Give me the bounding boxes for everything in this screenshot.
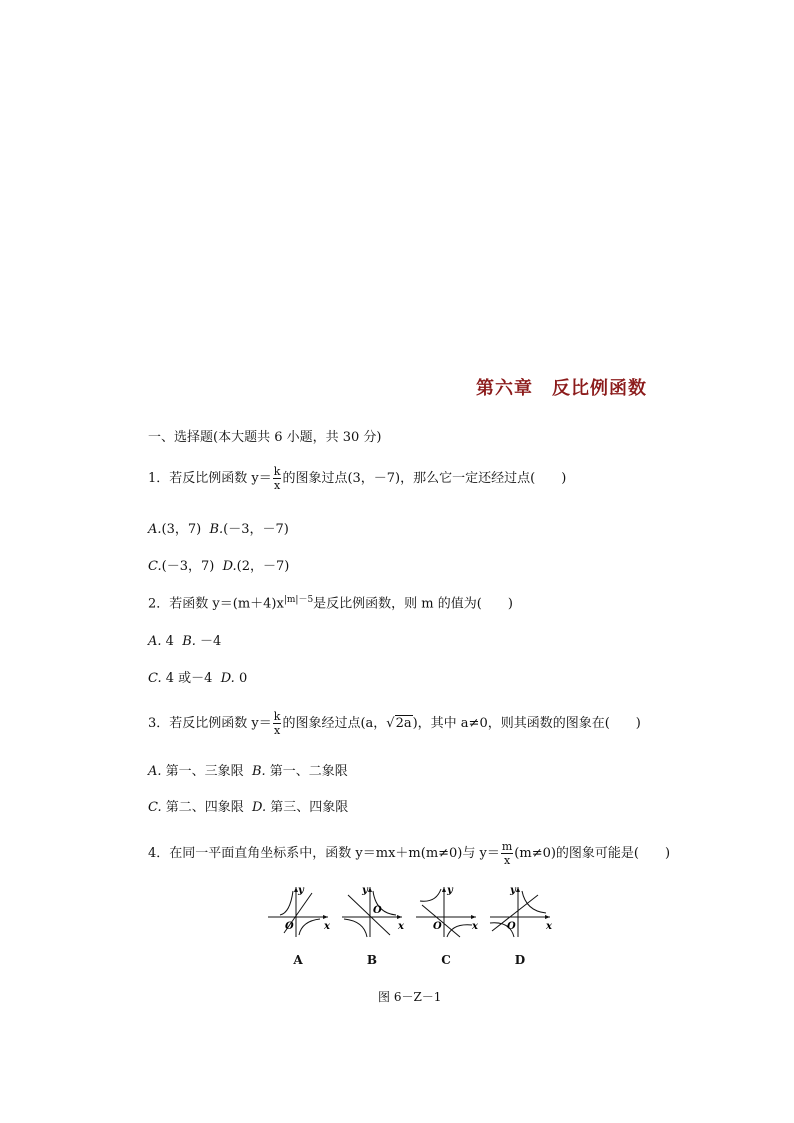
- question-text: 若反比例函数 y＝: [169, 471, 272, 486]
- y-axis-label: y: [447, 885, 453, 896]
- question-3-options-ab: [148, 760, 348, 779]
- question-text: (m≠0)的图象可能是( ): [514, 846, 671, 861]
- question-number: 4．: [148, 846, 170, 861]
- graph-label-b[interactable]: B: [366, 953, 378, 967]
- x-axis-label: x: [324, 921, 330, 932]
- hyperbola-branch: [344, 919, 367, 937]
- line-graph: [348, 895, 390, 935]
- question-2-options-cd: [148, 667, 247, 686]
- hyperbola-branch: [447, 925, 472, 937]
- question-3-options-cd: [148, 796, 348, 815]
- y-axis-arrow-icon: [516, 887, 520, 892]
- question-number: 1．: [148, 471, 170, 486]
- option-d-letter[interactable]: D.: [220, 671, 235, 686]
- graph-d[interactable]: [488, 883, 552, 939]
- fraction-numerator: k: [273, 710, 281, 723]
- question-2: [148, 592, 513, 611]
- option-c-letter[interactable]: C.: [148, 671, 162, 686]
- graph-b[interactable]: [340, 883, 404, 939]
- graph-c[interactable]: [414, 883, 478, 939]
- option-b[interactable]: (－3，－7): [223, 522, 289, 537]
- x-axis-arrow-icon: [323, 915, 328, 919]
- question-text: 在同一平面直角坐标系中，函数 y＝mx＋m(m≠0)与 y＝: [169, 846, 500, 861]
- x-axis-label: x: [398, 921, 404, 932]
- option-d[interactable]: 0: [238, 671, 248, 686]
- fraction: [501, 841, 513, 866]
- question-1-options-cd: [148, 555, 289, 574]
- origin-label: O: [507, 921, 516, 932]
- hyperbola-branch: [420, 889, 441, 901]
- y-axis-label: y: [510, 885, 516, 896]
- option-d[interactable]: 第三、四象限: [270, 800, 349, 815]
- question-text: 的图象过点(3，－7)，那么它一定还经过点( ): [282, 471, 567, 486]
- option-b[interactable]: －4: [200, 634, 222, 649]
- option-c-letter[interactable]: C.: [148, 800, 162, 815]
- fraction-denominator: x: [273, 724, 281, 737]
- sqrt-sign: √: [386, 716, 395, 731]
- question-text: 若函数 y＝(m＋4)x: [169, 596, 284, 612]
- origin-label: O: [373, 905, 382, 916]
- question-text: 的图象经过点(a，: [282, 716, 387, 731]
- y-axis-arrow-icon: [442, 887, 446, 892]
- fraction-numerator: k: [273, 465, 281, 478]
- fraction: [273, 466, 282, 491]
- option-a-letter[interactable]: A.: [148, 764, 162, 779]
- question-text: 若反比例函数 y＝: [169, 716, 272, 731]
- y-axis-label: y: [298, 885, 304, 896]
- option-d-letter[interactable]: D.: [222, 559, 237, 574]
- y-axis-arrow-icon: [368, 887, 372, 892]
- x-axis-label: x: [472, 921, 478, 932]
- option-c-letter[interactable]: C.: [148, 559, 162, 574]
- option-d-letter[interactable]: D.: [252, 800, 267, 815]
- fraction-denominator: x: [273, 479, 281, 492]
- option-b-letter[interactable]: B.: [251, 764, 266, 779]
- x-axis-arrow-icon: [545, 915, 550, 919]
- y-axis-label: y: [362, 885, 368, 896]
- hyperbola-branch: [299, 919, 320, 935]
- option-c[interactable]: 第二、四象限: [165, 800, 244, 815]
- option-b[interactable]: 第一、二象限: [269, 764, 348, 779]
- option-a[interactable]: (3，7): [161, 522, 202, 537]
- question-1-options-ab: [148, 518, 289, 537]
- question-text: )，其中 a≠0，则其函数的图象在( ): [412, 716, 641, 731]
- question-3: [148, 711, 641, 736]
- option-a[interactable]: 第一、三象限: [165, 764, 244, 779]
- question-1: [148, 466, 566, 491]
- question-4: [148, 841, 670, 866]
- option-b-letter[interactable]: B.: [209, 522, 224, 537]
- question-text: 是反比例函数，则 m 的值为( ): [313, 596, 513, 612]
- option-b-letter[interactable]: B.: [182, 634, 196, 649]
- question-2-options-ab: [148, 630, 221, 649]
- question-number: 3．: [148, 716, 170, 731]
- chapter-title: 第六章 反比例函数: [476, 378, 647, 399]
- question-number: 2．: [148, 596, 170, 612]
- graph-label-a[interactable]: A: [293, 953, 303, 967]
- sqrt-radicand: 2a: [395, 716, 412, 731]
- option-a-letter[interactable]: A.: [148, 634, 162, 649]
- exponent: |m|－5: [283, 595, 314, 605]
- option-c[interactable]: (－3，7): [161, 559, 215, 574]
- section-heading: 一、选择题(本大题共 6 小题，共 30 分): [148, 430, 382, 445]
- origin-label: O: [433, 921, 442, 932]
- graph-label-c[interactable]: C: [441, 953, 451, 967]
- figure-caption: 图 6－Z－1: [378, 990, 442, 1004]
- option-a-letter[interactable]: A.: [148, 522, 162, 537]
- option-a[interactable]: 4: [165, 634, 174, 649]
- fraction-numerator: m: [501, 840, 513, 853]
- x-axis-label: x: [546, 921, 552, 932]
- x-axis-arrow-icon: [471, 915, 476, 919]
- fraction-denominator: x: [503, 854, 511, 867]
- figure-6-z-1: [266, 883, 552, 973]
- hyperbola-branch: [522, 891, 546, 913]
- fraction: [273, 711, 282, 736]
- hyperbola-branch: [280, 891, 293, 915]
- option-d[interactable]: (2，－7): [236, 559, 290, 574]
- graph-a[interactable]: [266, 883, 330, 939]
- graph-label-d[interactable]: D: [514, 953, 526, 967]
- x-axis-arrow-icon: [397, 915, 402, 919]
- origin-label: O: [285, 921, 294, 932]
- option-c[interactable]: 4 或－4: [165, 671, 213, 686]
